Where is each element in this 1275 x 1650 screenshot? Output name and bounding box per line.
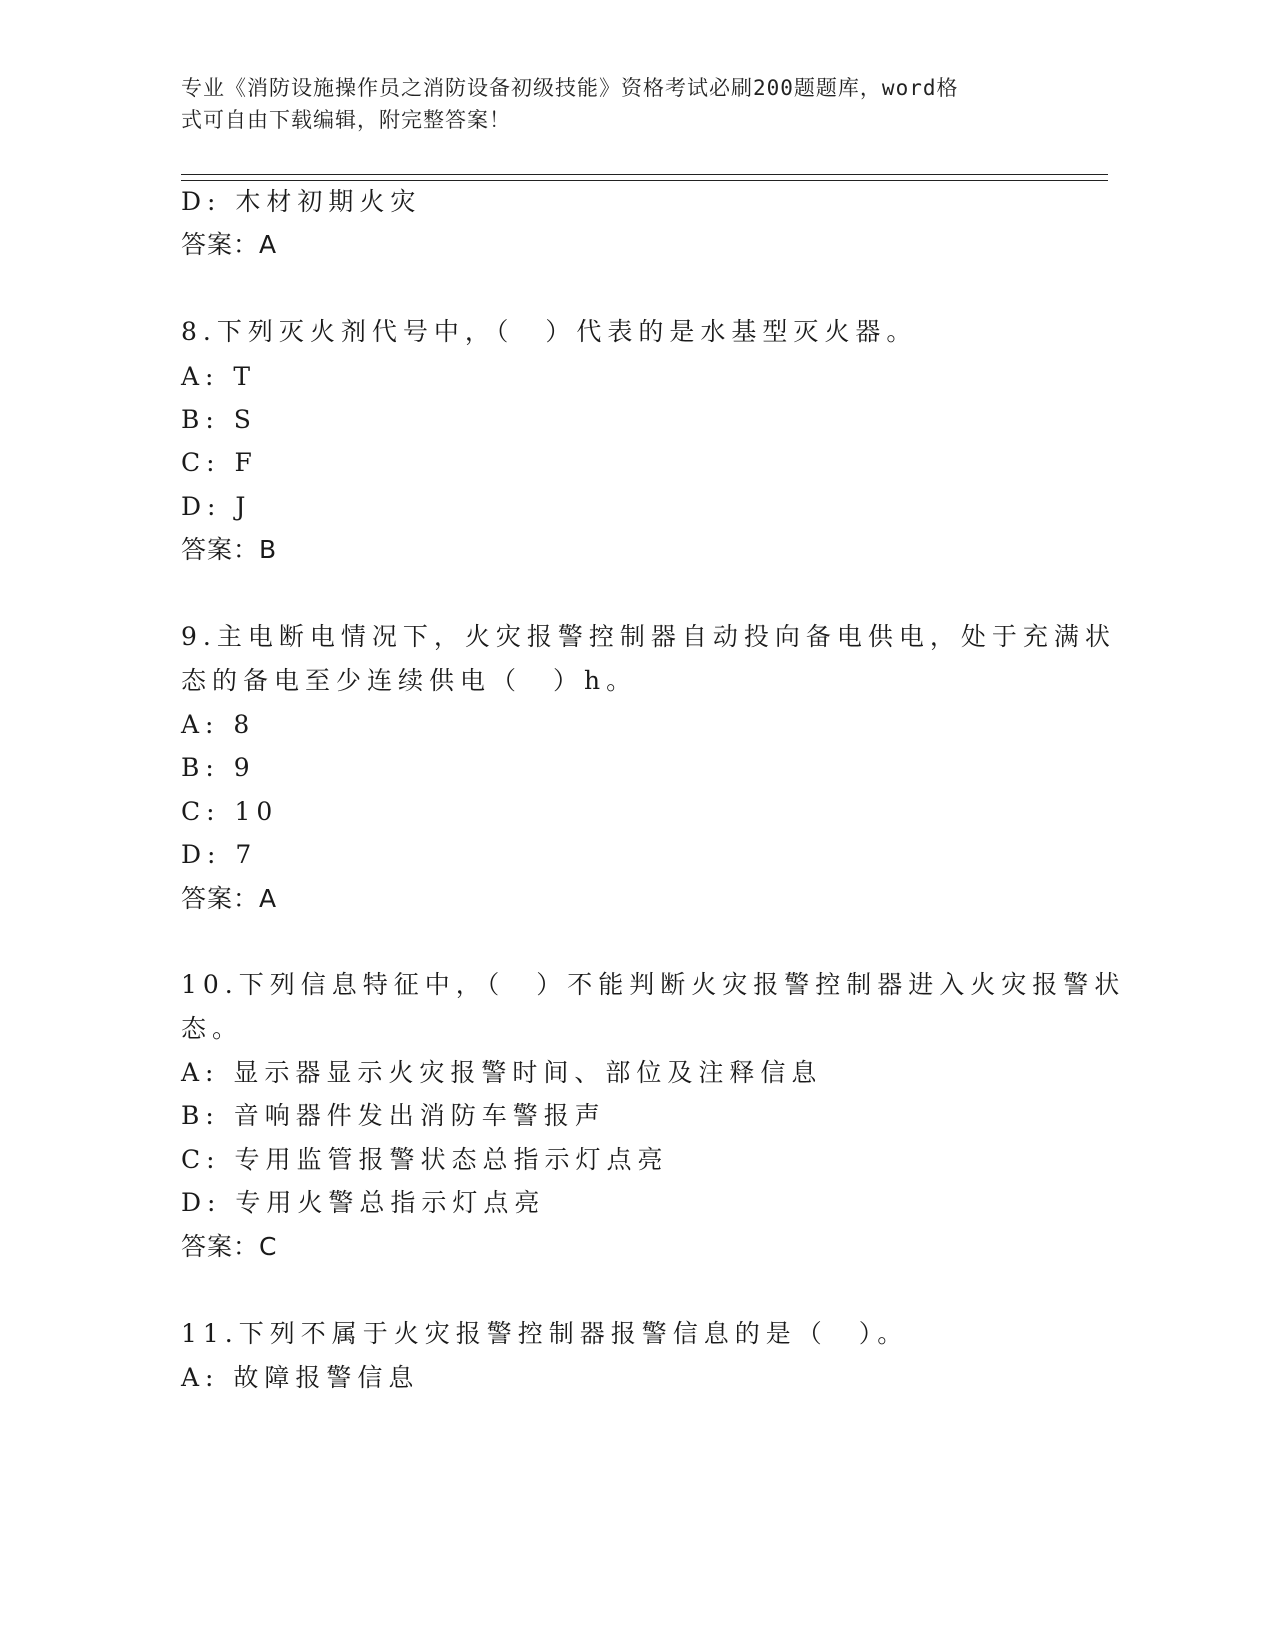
- question-8-option-d: D: J: [181, 492, 252, 521]
- question-10-option-a: A: 显示器显示火灾报警时间、部位及注释信息: [181, 1058, 823, 1087]
- question-8-option-b: B: S: [181, 405, 257, 434]
- document-header: [181, 72, 1061, 136]
- question-9-option-c: C: 10: [181, 797, 279, 826]
- prev-question-option-d: D: 木材初期火灾: [181, 187, 422, 216]
- question-9-text-line-2: 态的备电至少连续供电（ ）h。: [181, 666, 638, 695]
- question-10-text-line-2: 态。: [181, 1014, 244, 1043]
- header-line-2: 式可自由下载编辑，附完整答案！: [181, 108, 511, 132]
- question-8-option-c: C: F: [181, 448, 258, 477]
- question-10-answer: 答案：C: [181, 1232, 278, 1261]
- question-9-option-d: D: 7: [181, 840, 258, 869]
- question-10-option-b: B: 音响器件发出消防车警报声: [181, 1101, 606, 1130]
- question-10-text-line-1: 10.下列信息特征中，（ ）不能判断火灾报警控制器进入火灾报警状: [181, 970, 1126, 999]
- header-line-1: 专业《消防设施操作员之消防设备初级技能》资格考试必刷200题题库，word格: [181, 76, 959, 100]
- question-10-option-c: C: 专用监管报警状态总指示灯点亮: [181, 1145, 669, 1174]
- question-9-answer: 答案：A: [181, 884, 278, 913]
- question-11-text: 11.下列不属于火灾报警控制器报警信息的是（ ）。: [181, 1319, 909, 1348]
- question-11-option-a: A: 故障报警信息: [181, 1363, 420, 1392]
- prev-question-answer: 答案：A: [181, 230, 278, 259]
- header-divider-top: [181, 174, 1108, 175]
- question-9-text-line-1: 9.主电断电情况下，火灾报警控制器自动投向备电供电，处于充满状: [181, 622, 1116, 651]
- question-9-option-a: A: 8: [181, 710, 256, 739]
- header-divider-bottom: [181, 180, 1108, 181]
- question-8-option-a: A: T: [181, 362, 257, 391]
- question-10-option-d: D: 专用火警总指示灯点亮: [181, 1188, 546, 1217]
- question-9-option-b: B: 9: [181, 753, 256, 782]
- question-8-answer: 答案：B: [181, 535, 278, 564]
- question-8-text: 8.下列灭火剂代号中，（ ）代表的是水基型灭火器。: [181, 317, 918, 346]
